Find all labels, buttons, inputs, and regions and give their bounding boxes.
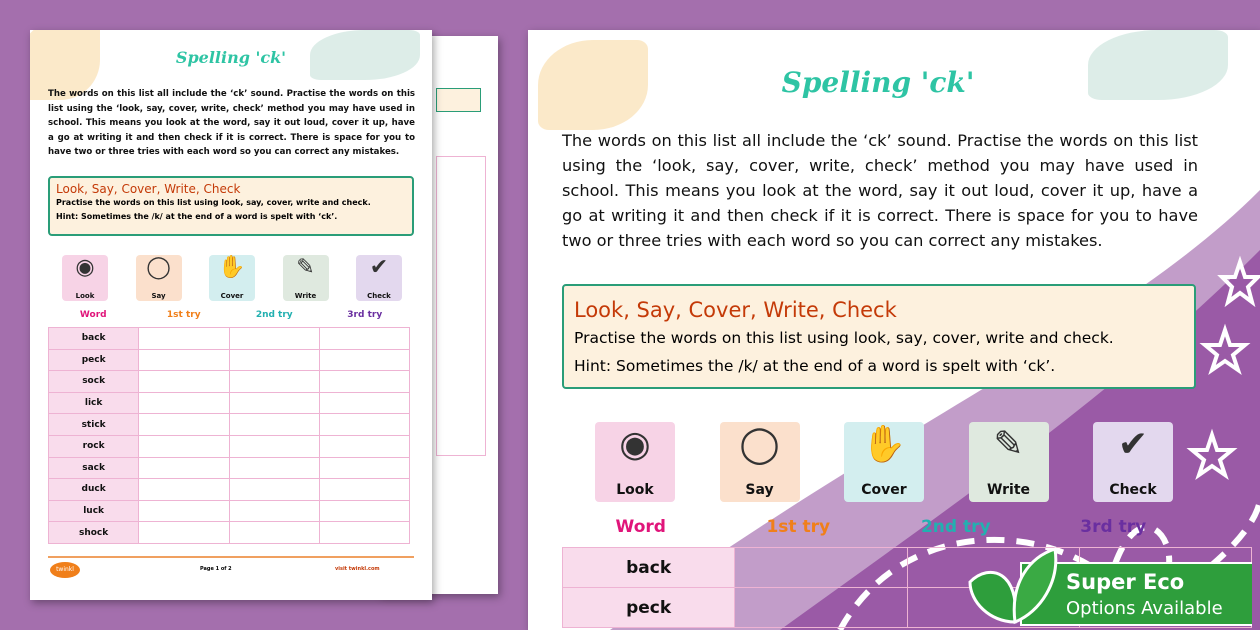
back-page-table [436, 156, 486, 456]
table-row [49, 328, 410, 350]
eye-icon: ◉ [75, 255, 95, 280]
word-cell: luck [49, 500, 139, 522]
try-cell[interactable] [229, 500, 319, 522]
try-cell[interactable] [229, 479, 319, 501]
try-cell[interactable] [139, 435, 229, 457]
intro-text: The words on this list all include the ‘ck’ sound. Practise the words on this list using the ‘look, say, cover, write, check’ method you may have used in school. This means you look at the word, say it out loud, cover it up, have a go at writing it and then check if it is correct. There is space for you to have two or three tries with each word so you can correct any mistakes. [562, 131, 1198, 250]
box-heading: Look, Say, Cover, Write, Check [56, 182, 241, 196]
word-cell: sack [49, 457, 139, 479]
table-headers [48, 310, 410, 320]
step-cover [209, 255, 255, 301]
checkmark-icon: ✔ [369, 255, 389, 280]
table-row [49, 479, 410, 501]
step-look [595, 422, 675, 502]
try-cell[interactable] [229, 328, 319, 350]
try-cell[interactable] [319, 457, 409, 479]
try-cell[interactable] [735, 588, 907, 628]
table-row [49, 349, 410, 371]
column-header: 1st try [166, 310, 201, 320]
word-cell: stick [49, 414, 139, 436]
try-cell[interactable] [229, 457, 319, 479]
word-cell: lick [49, 392, 139, 414]
try-cell[interactable] [229, 349, 319, 371]
step-label: Check [367, 291, 391, 300]
try-cell[interactable] [139, 500, 229, 522]
column-header: 2nd try [920, 517, 991, 537]
table-row [49, 522, 410, 544]
step-say [720, 422, 800, 502]
try-cell[interactable] [139, 522, 229, 544]
try-cell[interactable] [139, 479, 229, 501]
table-row [49, 371, 410, 393]
box-line-2: Hint: Sometimes the /k/ at the end of a word is spelt with ‘ck’. [574, 357, 1056, 375]
try-cell[interactable] [319, 349, 409, 371]
word-cell: peck [563, 588, 735, 628]
step-write [969, 422, 1049, 502]
step-label: Look [616, 482, 654, 499]
step-check [356, 255, 402, 301]
box-line-2: Hint: Sometimes the /k/ at the end of a word is spelt with ‘ck’. [56, 212, 338, 221]
box-line-1: Practise the words on this list using look, say, cover, write and check. [574, 329, 1114, 347]
try-cell[interactable] [229, 414, 319, 436]
table-headers [562, 517, 1192, 537]
step-label: Write [986, 482, 1031, 499]
try-cell[interactable] [319, 392, 409, 414]
speech-bubble-icon: ◯ [146, 255, 171, 280]
box-heading: Look, Say, Cover, Write, Check [574, 298, 897, 322]
column-header: Word [79, 310, 107, 320]
badge-line-2: Options Available [1066, 598, 1223, 619]
column-header: 2nd try [255, 310, 293, 320]
table-row [49, 435, 410, 457]
step-check [1093, 422, 1173, 502]
worksheet-page-large [528, 30, 1260, 630]
table-row [49, 500, 410, 522]
page-title: Spelling 'ck' [175, 48, 287, 67]
try-cell[interactable] [319, 500, 409, 522]
checkmark-icon: ✔ [1117, 424, 1149, 465]
step-icons [595, 422, 1173, 502]
step-icons [62, 255, 402, 301]
try-cell[interactable] [229, 371, 319, 393]
try-cell[interactable] [319, 522, 409, 544]
step-label: Look [75, 291, 95, 300]
step-label: Cover [220, 291, 244, 300]
try-cell[interactable] [319, 328, 409, 350]
intro-text: The words on this list all include the ‘ck’ sound. Practise the words on this list using the ‘look, say, cover, write, check’ method you may have used in school. This means you look at the word, say it out loud, cover it up, have a go at writing it and then check if it is correct. There is space for you to have two or three tries with each word so you can correct any mistakes. [48, 89, 415, 157]
step-label: Say [151, 291, 166, 300]
step-cover [844, 422, 924, 502]
try-cell[interactable] [139, 414, 229, 436]
hand-icon: ✋ [861, 424, 907, 465]
try-cell[interactable] [139, 349, 229, 371]
column-header: 1st try [766, 517, 831, 537]
eye-icon: ◉ [619, 424, 651, 465]
step-say [136, 255, 182, 301]
try-cell[interactable] [735, 548, 907, 588]
speech-bubble-icon: ◯ [739, 424, 780, 465]
hand-icon: ✋ [218, 255, 246, 280]
step-look [62, 255, 108, 301]
step-label: Cover [861, 482, 907, 499]
try-cell[interactable] [319, 414, 409, 436]
try-cell[interactable] [319, 435, 409, 457]
column-header: 3rd try [1080, 517, 1147, 537]
word-cell: back [563, 548, 735, 588]
word-cell: shock [49, 522, 139, 544]
footer-url: visit twinkl.com [335, 566, 380, 572]
worksheet-page-small [30, 30, 432, 600]
column-header: 3rd try [347, 310, 383, 320]
try-cell[interactable] [319, 371, 409, 393]
try-cell[interactable] [139, 392, 229, 414]
try-cell[interactable] [139, 371, 229, 393]
step-label: Write [294, 291, 317, 300]
word-cell: back [49, 328, 139, 350]
try-cell[interactable] [229, 435, 319, 457]
table-row [49, 414, 410, 436]
try-cell[interactable] [139, 457, 229, 479]
table-row [49, 392, 410, 414]
word-cell: rock [49, 435, 139, 457]
spelling-table [48, 327, 410, 544]
try-cell[interactable] [319, 479, 409, 501]
step-label: Check [1109, 482, 1157, 499]
table-row [49, 457, 410, 479]
step-write [283, 255, 329, 301]
pencil-hand-icon: ✎ [296, 255, 315, 280]
twinkl-logo: twinkl [50, 562, 80, 578]
page-title: Spelling 'ck' [781, 66, 975, 99]
box-line-1: Practise the words on this list using look, say, cover, write and check. [56, 198, 371, 207]
try-cell[interactable] [229, 392, 319, 414]
step-label: Say [745, 482, 774, 499]
back-page-box [436, 88, 481, 112]
badge-line-1: Super Eco [1066, 570, 1185, 594]
try-cell[interactable] [139, 328, 229, 350]
word-cell: peck [49, 349, 139, 371]
pencil-hand-icon: ✎ [993, 424, 1024, 465]
page-number: Page 1 of 2 [200, 566, 232, 572]
try-cell[interactable] [229, 522, 319, 544]
leaf-icon [960, 546, 1060, 630]
column-header: Word [615, 517, 666, 537]
word-cell: duck [49, 479, 139, 501]
word-cell: sock [49, 371, 139, 393]
